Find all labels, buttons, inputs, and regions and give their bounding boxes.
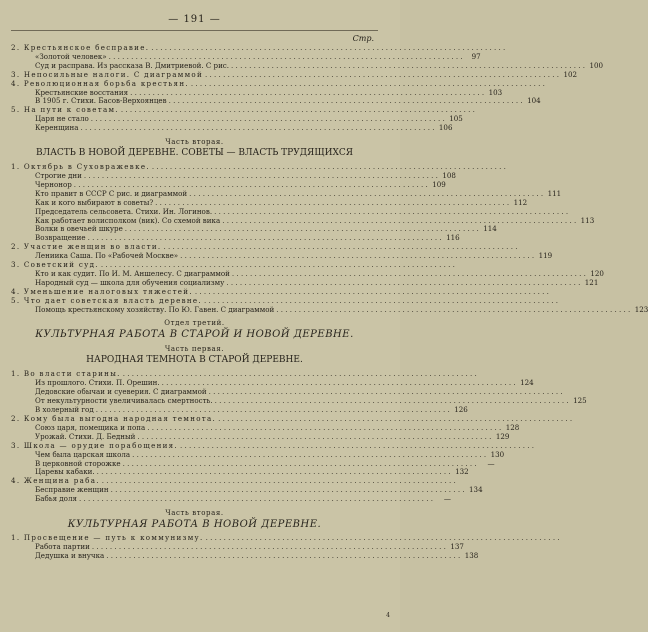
toc-entry	[11, 550, 479, 561]
toc-entry-page: 121	[584, 277, 599, 287]
toc-entry-page: 113	[580, 215, 595, 225]
part-title: КУЛЬТУРНАЯ РАБОТА В НОВОЙ ДЕРЕВНЕ.	[67, 519, 322, 531]
toc-entry	[11, 494, 451, 504]
toc-entry-title: 3. Школа — орудие порабощения.	[11, 440, 178, 450]
toc-entry-title: Народный суд — школа для обучения социализму	[35, 277, 225, 287]
toc-entry-page: 123	[634, 304, 648, 314]
toc-entry-title: Как работает волисполком (вик). Со схемой вика	[35, 215, 221, 225]
toc-entry-page: 109	[432, 179, 446, 189]
part-title: НАРОДНАЯ ТЕМНОТА В СТАРОЙ ДЕРЕВНЕ.	[86, 355, 303, 366]
toc-entry-title: 4. Революционная борьба крестьян.	[11, 78, 189, 88]
toc-entry-title: Чем была царская школа	[35, 449, 131, 459]
division-title: КУЛЬТУРНАЯ РАБОТА В СТАРОЙ И НОВОЙ ДЕРЕВНЕ.	[35, 329, 354, 341]
part-label: Часть вторая.	[165, 509, 224, 518]
toc-entry-title: Царя не стало	[35, 114, 89, 124]
toc-entry-title: 2. Кому была выгодна народная темнота.	[11, 414, 217, 423]
toc-entry-title: 1. Во власти старины.	[11, 369, 121, 379]
toc-entry-title: Кто правит в СССР С рис. и диаграммой	[35, 188, 188, 198]
toc-entry-title: Кто и как судит. По И. М. Аншелесу. С диаграммой	[35, 268, 230, 278]
toc-entry-page: 106	[438, 123, 453, 133]
toc-entry-title: Царевы кабаки.	[35, 467, 95, 477]
toc-entry-page: 102	[563, 69, 578, 79]
toc-entry-title: Лениика Саша. По «Рабочей Москве»	[35, 251, 179, 261]
toc-entry-title: Волки в овечьей шкуре	[35, 224, 123, 234]
toc-entry-page: 126	[454, 405, 468, 415]
toc-entry-title: Как и кого выбирают в советы?	[35, 197, 154, 207]
toc-entry-title: В холерный год	[35, 405, 94, 415]
toc-entry-title: Строгие дни	[35, 170, 82, 180]
toc-entry-title: 3. Непосильные налоги. С диаграммой	[11, 69, 204, 79]
toc-entry-page: 104	[527, 96, 541, 106]
part-title: ВЛАСТЬ В НОВОЙ ДЕРЕВНЕ. СОВЕТЫ — ВЛАСТЬ ТРУДЯЩИХСЯ	[35, 148, 354, 159]
toc-entry-title: 4. Уменьшение налоговых тяжестей.	[11, 286, 193, 296]
toc-entry-title: Работа партии	[35, 541, 90, 551]
toc-entry-title: Помощь крестьянскому хозяйству. По Ю. Гавен. С диаграммой	[35, 304, 275, 314]
toc-entry-title: От некультурности увеличивалась смертность.	[35, 396, 213, 406]
toc-entry-page: 103	[488, 87, 503, 97]
toc-entry-title: Бабья доля	[35, 494, 77, 504]
toc-section-1	[11, 43, 604, 133]
toc-section-3	[11, 369, 587, 504]
toc-entry-title: Керенщина	[35, 123, 79, 133]
toc-entry-title: Суд и расправа. Из рассказа В. Дмитриевой. С рис.	[35, 60, 230, 70]
toc-entry-title: Председатель сельсовета. Стихи. Ин. Логинов.	[35, 206, 213, 216]
toc-entry-title: В церковной сторожке	[35, 458, 121, 468]
part-label: Часть первая.	[164, 345, 225, 354]
corner-mark: 4	[386, 612, 390, 619]
toc-entry-title: 4. Женщина раба.	[11, 476, 100, 486]
toc-entry-page: 116	[446, 233, 460, 243]
toc-entry-title: Возвращение	[35, 233, 86, 243]
toc-entry-title: 2. Участие женщин во власти.	[11, 242, 162, 252]
toc-entry-page: 105	[449, 114, 463, 124]
toc-entry-title: 1. Просвещение — путь к коммунизму.	[11, 533, 204, 543]
toc-entry-page: 129	[495, 431, 510, 441]
part-label: Часть вторая.	[165, 138, 224, 147]
toc-entry-page: 128	[505, 422, 520, 432]
toc-entry-page: 114	[483, 224, 497, 234]
dot-leader	[276, 306, 630, 315]
toc-entry-title: Урожай. Стихи. Д. Бедный	[35, 431, 136, 441]
toc-section-2	[11, 162, 648, 314]
toc-entry-title: 3. Советский суд.	[11, 260, 99, 270]
toc-entry-title: Дедовские обычаи и суеверия. С диаграммой	[35, 387, 207, 397]
dot-leader	[106, 552, 460, 561]
toc-entry-title: Крестьянские восстания	[35, 87, 129, 97]
page-column-header: Стр.	[352, 34, 374, 43]
toc-entry-title: Бесправие женщин	[35, 485, 109, 495]
toc-entry-page: 119	[538, 251, 553, 261]
toc-entry-page: 100	[589, 60, 604, 70]
dot-leader	[79, 495, 433, 504]
toc-entry-title: 1. Октябрь в Суховражевке.	[11, 162, 150, 172]
toc-entry-page: 132	[455, 467, 469, 477]
toc-entry	[11, 304, 648, 315]
toc-entry-title: Союз царя, помещика и попа	[35, 422, 146, 432]
page-number: — 191 —	[168, 14, 221, 25]
dot-leader	[80, 124, 434, 133]
toc-entry-page: 112	[513, 197, 528, 207]
toc-entry-title: 5. Что дает советская власть деревне.	[11, 295, 202, 305]
toc-entry-page: 97	[471, 51, 481, 61]
toc-entry-page: 125	[573, 396, 587, 406]
toc-entry-title: Дедушка и внучка	[35, 550, 105, 560]
toc-entry-title: Чернонор	[35, 179, 72, 189]
toc-entry-page: —	[487, 458, 495, 468]
toc-entry-page: 134	[469, 485, 483, 495]
toc-entry-title: 5. На пути к советам.	[11, 105, 119, 115]
toc-entry-page: 120	[590, 268, 604, 278]
toc-entry-title: В 1905 г. Стихи. Басов-Верхоянцев	[35, 96, 167, 106]
toc-entry-title: Из прошлого. Стихи. П. Орешин.	[35, 378, 160, 388]
division-label: Отдел третий.	[164, 319, 225, 328]
toc-entry-page: 138	[464, 550, 479, 560]
toc-entry-page: 108	[442, 170, 456, 180]
toc-entry	[11, 123, 453, 133]
toc-entry-page: 111	[547, 188, 562, 198]
toc-entry-title: «Золотой человек»	[35, 51, 107, 61]
toc-entry-page: 124	[520, 378, 534, 388]
toc-section-4	[11, 533, 479, 561]
toc-entry-page: 137	[450, 541, 464, 551]
header-rule	[11, 30, 378, 31]
toc-entry-page: —	[443, 494, 451, 504]
toc-entry-title: 2. Крестьянское бесправие.	[11, 43, 150, 52]
toc-entry-page: 130	[490, 449, 505, 459]
